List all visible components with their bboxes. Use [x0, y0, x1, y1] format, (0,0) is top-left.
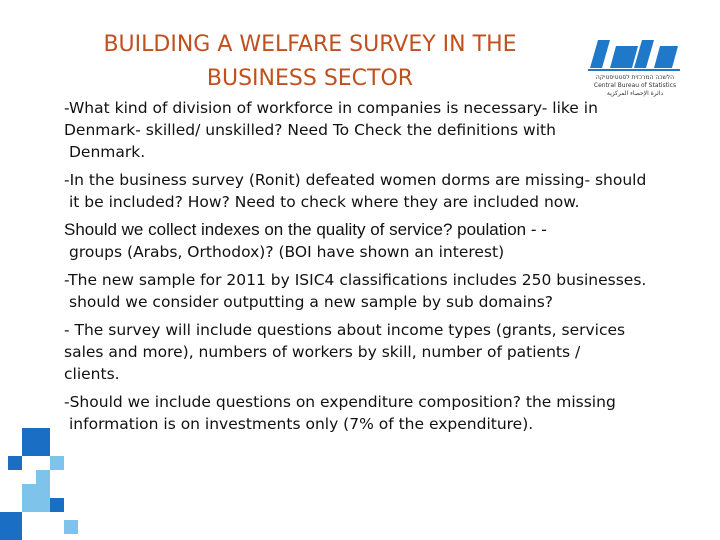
paragraph-quality-of-service [64, 219, 684, 263]
decorative-square [22, 484, 50, 512]
text-line: information is on investments only (7% of the expenditure). [69, 415, 534, 433]
title-line-2: BUSINESS SECTOR [206, 66, 414, 91]
decorative-square [36, 470, 50, 484]
paragraph-expenditure [64, 391, 684, 435]
text-line: sales and more), numbers of workers by skill, number of patients / [64, 343, 581, 361]
decorative-square [0, 512, 22, 540]
decorative-square [50, 498, 64, 512]
text-line: clients. [64, 365, 120, 383]
decorative-square [8, 456, 22, 470]
text-line: -The new sample for 2011 by ISIC4 classifications includes 250 businesses. [64, 271, 647, 289]
text-line: - The survey will include questions about income types (grants, services [64, 321, 626, 339]
paragraph-new-sample [64, 269, 684, 313]
logo-english-text: Central Bureau of Statistics [593, 82, 677, 89]
paragraph-survey-questions [64, 319, 684, 385]
text-line: -What kind of division of workforce in companies is necessary- like in [64, 99, 598, 117]
text-line: Denmark. [69, 143, 146, 161]
title-line-1: BUILDING A WELFARE SURVEY IN THE [103, 32, 517, 57]
decorative-square [22, 428, 50, 456]
text-line: Denmark- skilled/ unskilled? Need To Check the definitions with [64, 121, 556, 139]
text-line: Should we collect indexes on the quality of service? poulation - - [64, 220, 547, 239]
slide-body [64, 97, 684, 441]
logo-arabic-text: دائرة الإحصاء المركزية [606, 90, 664, 97]
text-line: it be included? How? Need to check where they are included now. [69, 193, 580, 211]
slide-title [60, 28, 560, 96]
paragraph-business-survey [64, 169, 684, 213]
logo-hebrew-text: הלשכה המרכזית לסטטיסטיקה [595, 74, 675, 81]
text-line: groups (Arabs, Orthodox)? (BOI have shown an interest) [69, 243, 505, 261]
decorative-square [64, 520, 78, 534]
text-line: -In the business survey (Ronit) defeated women dorms are missing- should [64, 171, 647, 189]
text-line: -Should we include questions on expenditure composition? the missing [64, 393, 616, 411]
text-line: should we consider outputting a new sample by sub domains? [69, 293, 554, 311]
decorative-square [50, 456, 64, 470]
paragraph-workforce-division [64, 97, 684, 163]
